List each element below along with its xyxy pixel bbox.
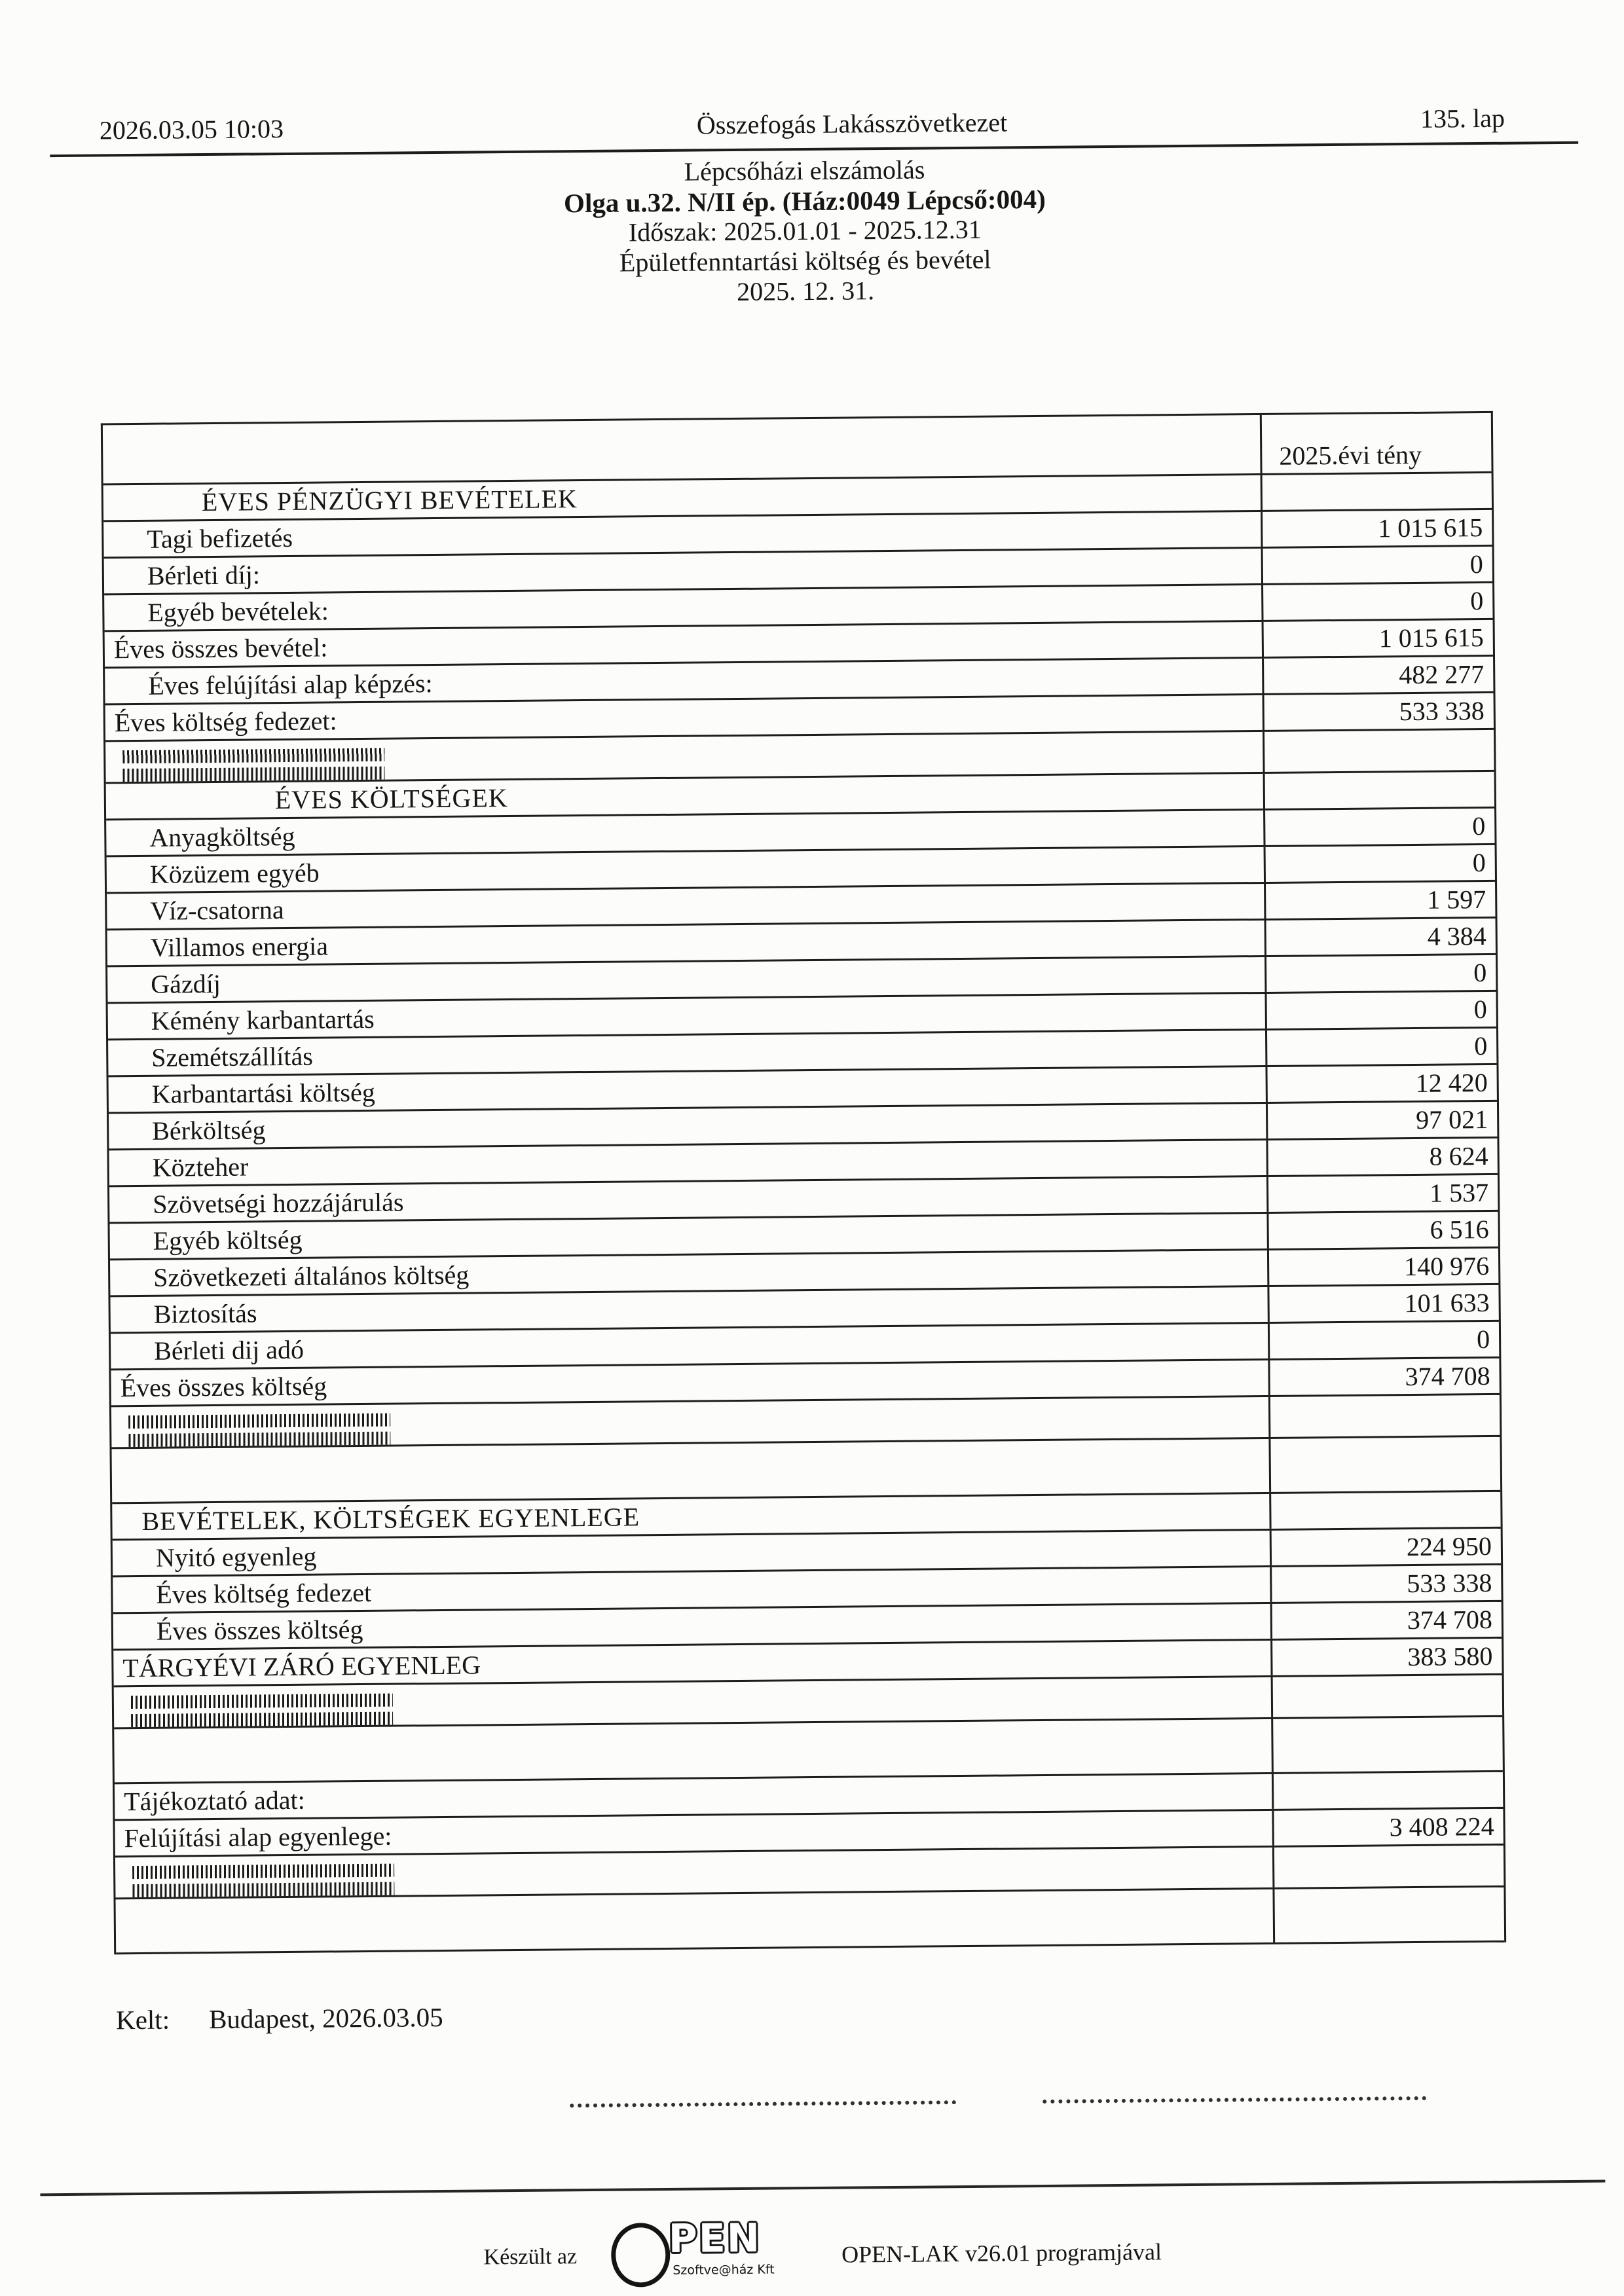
row-value: 140 976 [1267,1248,1498,1285]
logo-circle-icon [611,2223,671,2287]
dateline-value: Budapest, 2026.03.05 [208,2001,443,2035]
row-value: 0 [1265,1029,1496,1065]
row-label: Éves költség fedezet [156,1577,372,1609]
row-value [1271,1717,1503,1772]
footer-rule [40,2179,1605,2196]
row-value: 1 015 615 [1261,510,1492,547]
row-label: Éves összes költség [120,1371,327,1403]
row-label: Anyagköltség [149,821,295,852]
hatch-band [131,1694,393,1709]
row-value: 1 597 [1264,882,1495,919]
row-value [1272,1846,1504,1887]
row-label: Szemétszállítás [151,1041,314,1072]
row-value: 0 [1263,809,1494,845]
row-value [1272,1887,1504,1942]
row-label: Szövetségi hozzájárulás [153,1187,404,1219]
row-label: Villamos energia [150,931,329,962]
dateline [116,2001,443,2035]
row-value: 8 624 [1266,1139,1497,1175]
row-value: 224 950 [1270,1529,1501,1565]
row-label: Éves összes bevétel: [113,632,328,665]
row-value: 101 633 [1267,1285,1498,1322]
row-value [1263,730,1494,772]
row-value [1268,1395,1500,1437]
hatch-band [122,748,384,763]
logo-letters: PEN [668,2215,762,2262]
footer [10,2209,1624,2296]
row-value: 0 [1265,992,1496,1029]
open-logo [611,2216,808,2295]
hatch-band [132,1882,394,1897]
title-line-5: 2025. 12. 31. [736,276,875,306]
row-value: 97 021 [1266,1102,1497,1139]
row-value: 533 338 [1263,693,1494,730]
row-value [1271,1675,1503,1717]
title-block [0,149,1617,314]
dateline-label: Kelt: [115,2004,170,2035]
row-label: TÁRGYÉVI ZÁRÓ EGYENLEG [122,1650,481,1683]
row-value [1263,772,1494,809]
row-value: 1 015 615 [1262,620,1493,657]
signature-line-left [570,2100,956,2107]
row-value: 4 384 [1264,919,1496,955]
row-label: Szövetkezeti általános költség [153,1260,470,1292]
row-label: ÉVES PÉNZÜGYI BEVÉTELEK [201,484,578,517]
row-value: 0 [1261,583,1492,620]
row-label: Közüzem egyéb [149,858,320,889]
page-header [100,103,1505,146]
hatch-band [132,1864,394,1879]
title-line-2: Olga u.32. N/II ép. (Ház:0049 Lépcső:004) [563,183,1046,219]
row-value [1269,1492,1500,1529]
title-line-4: Épületfenntartási költség és bevétel [619,244,991,278]
row-value: 383 580 [1270,1639,1502,1675]
row-value [1272,1772,1503,1809]
row-label: Közteher [152,1152,249,1182]
row-label: Bérleti díj: [147,560,261,591]
row-value: 533 338 [1270,1565,1501,1602]
row-label: Bérköltség [152,1115,266,1146]
signature-line-right [1043,2096,1426,2104]
page-number: 135. lap [1420,103,1505,134]
row-value [1261,473,1492,510]
logo-subtext: Szoftve@ház Kft [673,2262,775,2278]
row-value: 12 420 [1265,1065,1496,1102]
hatch-band [128,1413,390,1429]
title-line-1: Lépcsőházi elszámolás [684,155,925,187]
row-value [1268,1437,1500,1492]
row-label: Egyéb költség [153,1224,303,1256]
row-label: Víz-csatorna [150,895,284,926]
row-value: 2025.évi tény [1260,413,1492,473]
row-value: 374 708 [1270,1602,1502,1639]
title-line-3: Időszak: 2025.01.01 - 2025.12.31 [628,214,982,247]
row-label: BEVÉTELEK, KÖLTSÉGEK EGYENLEGE [141,1502,640,1536]
row-label: Éves költség fedezet: [114,706,337,738]
hatch-band [128,1432,390,1447]
row-label [116,1941,1273,1952]
header-datetime: 2026.03.05 10:03 [99,113,284,145]
row-label: Éves felújítási alap képzés: [148,668,433,701]
row-label: Felújítási alap egyenlege: [124,1821,392,1853]
row-label: Biztosítás [153,1298,257,1329]
row-value: 0 [1264,955,1496,992]
row-label: Bérleti dij adó [153,1334,304,1366]
row-label: Karbantartási költség [151,1077,375,1109]
row-label: ÉVES KÖLTSÉGEK [274,783,508,815]
row-value: 1 537 [1266,1175,1498,1212]
hatch-band [131,1712,393,1727]
row-value: 0 [1268,1322,1499,1358]
org-name: Összefogás Lakásszövetkezet [696,107,1008,140]
row-label: Egyéb bevételek: [147,596,329,627]
row-label: Nyitó egyenleg [155,1541,317,1573]
row-label: Kémény karbantartás [151,1004,375,1036]
row-label: Tagi befizetés [147,522,293,554]
row-label: Tájékoztató adat: [124,1785,305,1817]
hatch-band [122,767,384,782]
report-table [101,411,1506,1954]
program-version-text: OPEN-LAK v26.01 programjával [841,2238,1162,2268]
row-label: Gázdíj [151,968,221,999]
table-row [116,1887,1505,1954]
row-label: Éves összes költség [156,1614,363,1646]
row-value: 482 277 [1262,657,1493,693]
row-value: 0 [1261,547,1492,583]
made-with-text: Készült az [483,2244,578,2270]
row-value: 6 516 [1266,1212,1498,1248]
row-value: 3 408 224 [1272,1809,1503,1846]
row-value: 374 708 [1268,1358,1499,1395]
row-value: 0 [1264,845,1495,882]
